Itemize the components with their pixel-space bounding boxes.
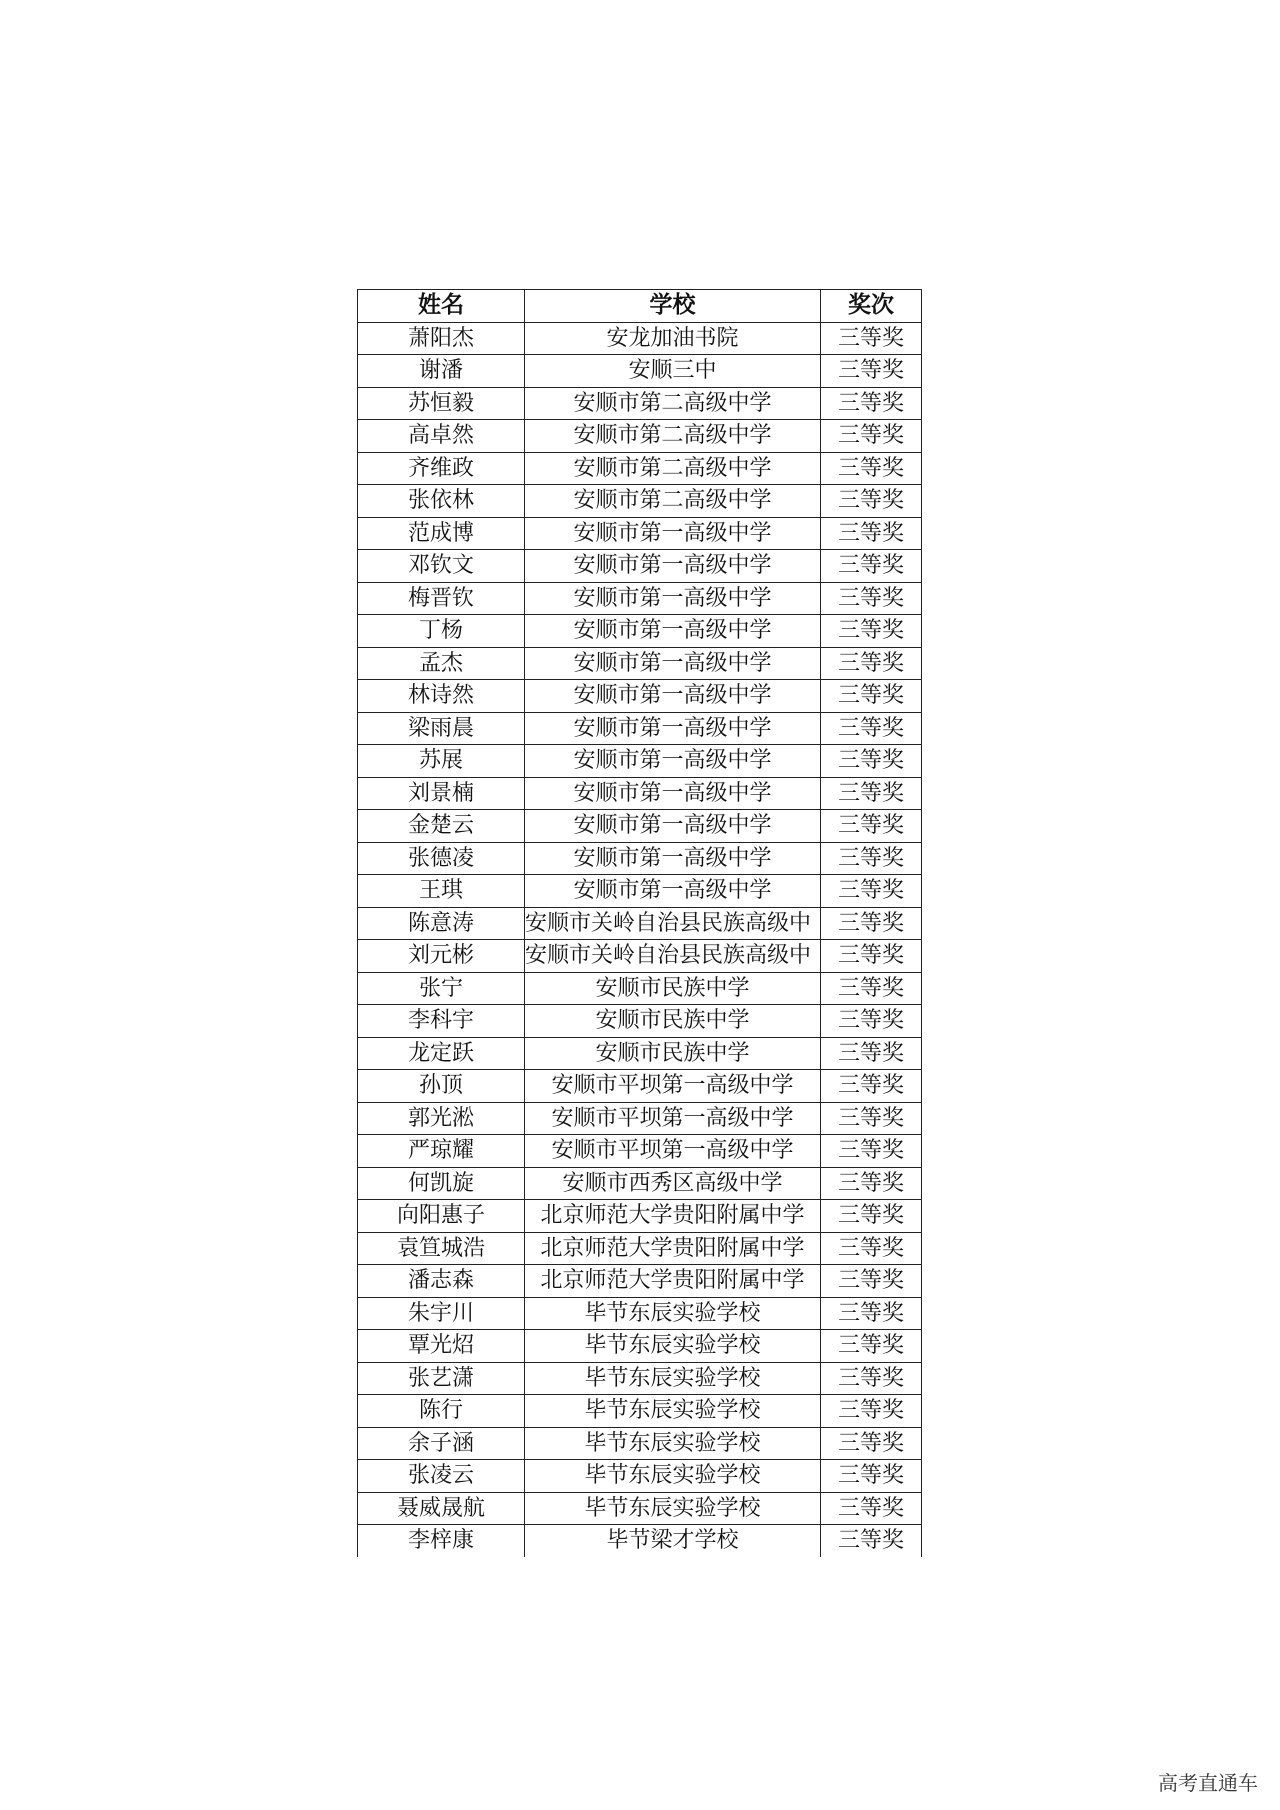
- cell-school: [525, 1005, 821, 1038]
- cell-school: [525, 420, 821, 453]
- cell-school-text: 安顺市第一高级中学: [573, 748, 772, 774]
- cell-award: 三等奖: [821, 485, 922, 518]
- cell-name: 覃光炤: [358, 1330, 525, 1363]
- table-row: [358, 615, 922, 648]
- cell-school-text: 毕节东辰实验学校: [584, 1430, 761, 1456]
- cell-school-text: 安顺市第一高级中学: [573, 520, 772, 546]
- cell-name: 苏恒毅: [358, 387, 525, 420]
- cell-award: 三等奖: [821, 1265, 922, 1298]
- cell-school-text: 安顺市西秀区高级中学: [562, 1170, 783, 1196]
- cell-award: 三等奖: [821, 387, 922, 420]
- cell-award: 三等奖: [821, 1167, 922, 1200]
- cell-name: 陈行: [358, 1395, 525, 1428]
- table-row: [358, 452, 922, 485]
- cell-school: [525, 1362, 821, 1395]
- cell-school-text: 北京师范大学贵阳附属中学: [540, 1235, 805, 1261]
- table-row: [358, 907, 922, 940]
- cell-school: [525, 875, 821, 908]
- cell-school-text: 毕节东辰实验学校: [584, 1398, 761, 1424]
- cell-school-text: 北京师范大学贵阳附属中学: [540, 1203, 805, 1229]
- table-row: [358, 517, 922, 550]
- cell-award: 三等奖: [821, 1297, 922, 1330]
- cell-name: 齐维政: [358, 452, 525, 485]
- cell-school-text: 安顺三中: [628, 358, 717, 384]
- cell-name: 邓钦文: [358, 550, 525, 583]
- cell-school: [525, 485, 821, 518]
- cell-school-text: 安顺市第一高级中学: [573, 683, 772, 709]
- table-row: [358, 1330, 922, 1363]
- cell-school: [525, 1265, 821, 1298]
- cell-award: 三等奖: [821, 1460, 922, 1493]
- cell-school: [525, 322, 821, 355]
- cell-school: [525, 1135, 821, 1168]
- cell-award: 三等奖: [821, 1427, 922, 1460]
- cell-name: 高卓然: [358, 420, 525, 453]
- table-row: [358, 842, 922, 875]
- table-row: [358, 1492, 922, 1525]
- cell-name: 潘志森: [358, 1265, 525, 1298]
- cell-award: 三等奖: [821, 615, 922, 648]
- cell-name: 郭光淞: [358, 1102, 525, 1135]
- cell-school-text: 安顺市民族中学: [595, 1040, 750, 1066]
- cell-school: [525, 582, 821, 615]
- table-row: [358, 1037, 922, 1070]
- cell-award: 三等奖: [821, 940, 922, 973]
- header-award: 奖次: [821, 290, 922, 323]
- cell-award: 三等奖: [821, 1395, 922, 1428]
- cell-award: 三等奖: [821, 582, 922, 615]
- cell-name: 严琼耀: [358, 1135, 525, 1168]
- cell-name: 孙顶: [358, 1070, 525, 1103]
- table-row: [358, 355, 922, 388]
- cell-school-text: 安顺市民族中学: [595, 1008, 750, 1034]
- cell-school: [525, 1460, 821, 1493]
- table-row: [358, 1427, 922, 1460]
- cell-name: 范成博: [358, 517, 525, 550]
- table-body: [358, 322, 922, 1557]
- table-row: [358, 1005, 922, 1038]
- cell-school-text: 安顺市第二高级中学: [573, 390, 772, 416]
- award-table: [357, 289, 922, 1557]
- table-row: [358, 582, 922, 615]
- cell-school-text: 安顺市第一高级中学: [573, 878, 772, 904]
- cell-school-text: 安顺市关岭自治县民族高级中: [525, 943, 812, 969]
- cell-school-text: 安顺市关岭自治县民族高级中: [525, 910, 812, 936]
- cell-school: [525, 1492, 821, 1525]
- table-row: [358, 647, 922, 680]
- header-school: 学校: [525, 290, 821, 323]
- table-row: [358, 387, 922, 420]
- table-row: [358, 1232, 922, 1265]
- table-row: [358, 1167, 922, 1200]
- cell-award: 三等奖: [821, 1492, 922, 1525]
- cell-award: 三等奖: [821, 1102, 922, 1135]
- cell-award: 三等奖: [821, 972, 922, 1005]
- cell-name: 梅晋钦: [358, 582, 525, 615]
- cell-school: [525, 712, 821, 745]
- cell-school: [525, 387, 821, 420]
- cell-school-text: 安顺市第一高级中学: [573, 845, 772, 871]
- cell-name: 张艺潇: [358, 1362, 525, 1395]
- cell-school: [525, 972, 821, 1005]
- cell-school: [525, 550, 821, 583]
- cell-name: 李科宇: [358, 1005, 525, 1038]
- cell-name: 孟杰: [358, 647, 525, 680]
- cell-name: 张宁: [358, 972, 525, 1005]
- cell-school-text: 北京师范大学贵阳附属中学: [540, 1268, 805, 1294]
- cell-school-text: 安顺市第二高级中学: [573, 455, 772, 481]
- cell-school-text: 安顺市第一高级中学: [573, 553, 772, 579]
- cell-school-text: 安顺市第一高级中学: [573, 813, 772, 839]
- table-row: [358, 745, 922, 778]
- table-row: [358, 777, 922, 810]
- cell-school: [525, 452, 821, 485]
- cell-name: 王琪: [358, 875, 525, 908]
- cell-school-text: 安顺市第一高级中学: [573, 715, 772, 741]
- cell-award: 三等奖: [821, 712, 922, 745]
- cell-name: 何凯旋: [358, 1167, 525, 1200]
- cell-name: 袁笪城浩: [358, 1232, 525, 1265]
- cell-school: [525, 1200, 821, 1233]
- cell-award: 三等奖: [821, 680, 922, 713]
- cell-school-text: 安顺市平坝第一高级中学: [551, 1073, 794, 1099]
- table-row: [358, 1265, 922, 1298]
- cell-school-text: 安顺市民族中学: [595, 975, 750, 1001]
- cell-award: 三等奖: [821, 420, 922, 453]
- cell-school: [525, 940, 821, 973]
- cell-award: 三等奖: [821, 1135, 922, 1168]
- cell-name: 龙定跃: [358, 1037, 525, 1070]
- cell-name: 张依林: [358, 485, 525, 518]
- cell-award: 三等奖: [821, 842, 922, 875]
- cell-school: [525, 1232, 821, 1265]
- cell-school-text: 安顺市第一高级中学: [573, 780, 772, 806]
- cell-school-text: 毕节东辰实验学校: [584, 1300, 761, 1326]
- cell-school: [525, 1037, 821, 1070]
- table-row: [358, 322, 922, 355]
- cell-name: 陈意涛: [358, 907, 525, 940]
- cell-school: [525, 777, 821, 810]
- cell-name: 林诗然: [358, 680, 525, 713]
- cell-school: [525, 1167, 821, 1200]
- cell-school-text: 安顺市第一高级中学: [573, 650, 772, 676]
- table-row: [358, 1102, 922, 1135]
- cell-school-text: 安顺市第二高级中学: [573, 488, 772, 514]
- table-row: [358, 875, 922, 908]
- cell-award: 三等奖: [821, 1200, 922, 1233]
- header-row: [358, 290, 922, 323]
- cell-school: [525, 1427, 821, 1460]
- watermark: 高考直通车: [1158, 1771, 1258, 1795]
- cell-award: 三等奖: [821, 322, 922, 355]
- table-row: [358, 1395, 922, 1428]
- cell-school-text: 毕节东辰实验学校: [584, 1365, 761, 1391]
- table-row: [358, 485, 922, 518]
- cell-award: 三等奖: [821, 550, 922, 583]
- cell-award: 三等奖: [821, 1232, 922, 1265]
- cell-award: 三等奖: [821, 1037, 922, 1070]
- cell-award: 三等奖: [821, 1070, 922, 1103]
- cell-school-text: 安顺市平坝第一高级中学: [551, 1105, 794, 1131]
- table-row: [358, 1460, 922, 1493]
- table-row: [358, 1200, 922, 1233]
- cell-name: 苏展: [358, 745, 525, 778]
- cell-award: 三等奖: [821, 647, 922, 680]
- cell-award: 三等奖: [821, 517, 922, 550]
- cell-school: [525, 517, 821, 550]
- cell-name: 余子涵: [358, 1427, 525, 1460]
- cell-name: 刘景楠: [358, 777, 525, 810]
- cell-school: [525, 1070, 821, 1103]
- cell-school: [525, 680, 821, 713]
- cell-school: [525, 1297, 821, 1330]
- cell-school-text: 安顺市第一高级中学: [573, 585, 772, 611]
- cell-school: [525, 842, 821, 875]
- cell-award: 三等奖: [821, 907, 922, 940]
- cell-name: 梁雨晨: [358, 712, 525, 745]
- table-row: [358, 1297, 922, 1330]
- cell-name: 丁杨: [358, 615, 525, 648]
- cell-name: 朱宇川: [358, 1297, 525, 1330]
- cell-school: [525, 1330, 821, 1363]
- header-name: 姓名: [358, 290, 525, 323]
- cell-name: 聂威晟航: [358, 1492, 525, 1525]
- cell-award: 三等奖: [821, 452, 922, 485]
- cell-school: [525, 907, 821, 940]
- cell-school: [525, 1525, 821, 1557]
- cell-award: 三等奖: [821, 1525, 922, 1557]
- cell-name: 谢潘: [358, 355, 525, 388]
- table-row: [358, 972, 922, 1005]
- cell-school-text: 安顺市平坝第一高级中学: [551, 1138, 794, 1164]
- table-row: [358, 810, 922, 843]
- cell-award: 三等奖: [821, 745, 922, 778]
- table-row: [358, 712, 922, 745]
- table-row: [358, 1362, 922, 1395]
- cell-school: [525, 1102, 821, 1135]
- table-row: [358, 1525, 922, 1557]
- cell-school-text: 安顺市第一高级中学: [573, 618, 772, 644]
- table-row: [358, 940, 922, 973]
- cell-school: [525, 615, 821, 648]
- table-row: [358, 1070, 922, 1103]
- cell-award: 三等奖: [821, 777, 922, 810]
- cell-school-text: 毕节东辰实验学校: [584, 1495, 761, 1521]
- cell-school-text: 毕节东辰实验学校: [584, 1333, 761, 1359]
- cell-award: 三等奖: [821, 1362, 922, 1395]
- cell-name: 向阳惠子: [358, 1200, 525, 1233]
- cell-name: 张凌云: [358, 1460, 525, 1493]
- cell-school: [525, 355, 821, 388]
- cell-name: 萧阳杰: [358, 322, 525, 355]
- cell-school-text: 毕节梁才学校: [606, 1528, 739, 1554]
- cell-name: 刘元彬: [358, 940, 525, 973]
- cell-school: [525, 810, 821, 843]
- cell-school: [525, 1395, 821, 1428]
- cell-name: 张德凌: [358, 842, 525, 875]
- table-row: [358, 1135, 922, 1168]
- cell-name: 金楚云: [358, 810, 525, 843]
- cell-name: 李梓康: [358, 1525, 525, 1557]
- cell-school: [525, 745, 821, 778]
- cell-award: 三等奖: [821, 875, 922, 908]
- cell-award: 三等奖: [821, 1330, 922, 1363]
- cell-school: [525, 647, 821, 680]
- cell-school-text: 安龙加油书院: [606, 325, 739, 351]
- cell-award: 三等奖: [821, 1005, 922, 1038]
- table-row: [358, 420, 922, 453]
- table-row: [358, 680, 922, 713]
- cell-award: 三等奖: [821, 810, 922, 843]
- table-row: [358, 550, 922, 583]
- cell-school-text: 毕节东辰实验学校: [584, 1463, 761, 1489]
- cell-award: 三等奖: [821, 355, 922, 388]
- cell-school-text: 安顺市第二高级中学: [573, 423, 772, 449]
